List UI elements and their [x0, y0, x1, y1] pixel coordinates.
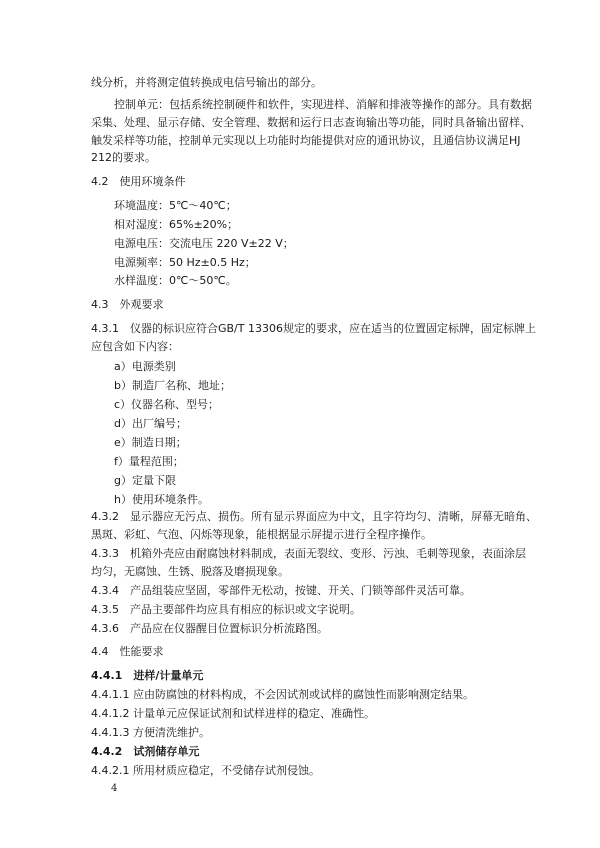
page-number: 4: [111, 783, 118, 794]
condition-line: 环境温度：5℃～40℃；: [114, 199, 237, 212]
clause-line: 黑斑、彩虹、气泡、闪烁等现象，能根据显示屏提示进行全程序操作。: [91, 528, 432, 541]
clause-line: 应包含如下内容：: [91, 340, 179, 353]
clause-line: 4.3.4 产品组装应坚固，零部件无松动，按键、开关、门锁等部件灵活可靠。: [91, 584, 471, 597]
section-heading: 4.2 使用环境条件: [91, 175, 186, 188]
clause-line: 4.3.1 仪器的标识应符合GB/T 13306规定的要求，应在适当的位置固定标牌，固定标牌上: [91, 322, 536, 335]
condition-line: 电源频率：50 Hz±0.5 Hz；: [114, 256, 256, 269]
clause-line: 4.3.6 产品应在仪器醒目位置标识分析流路图。: [91, 622, 328, 635]
list-item: d）出厂编号；: [114, 417, 187, 430]
condition-line: 电源电压：交流电压 220 V±22 V；: [114, 237, 294, 250]
paragraph-line: 控制单元：包括系统控制硬件和软件，实现进样、消解和排液等操作的部分。具有数据: [114, 98, 532, 111]
list-item: h）使用环境条件。: [114, 493, 209, 506]
clause-line: 均匀，无腐蚀、生锈、脱落及磨损现象。: [91, 565, 289, 578]
condition-line: 水样温度：0℃～50℃。: [114, 274, 237, 287]
list-item: a）电源类别: [114, 360, 176, 373]
paragraph-line: 212的要求。: [91, 151, 156, 164]
paragraph-line: 采集、处理、显示存储、安全管理、数据和运行日志查询输出等功能，同时具备输出留样、: [91, 116, 531, 129]
list-item: c）仪器名称、型号；: [114, 398, 220, 411]
clause-line: 4.4.1.1 应由防腐蚀的材料构成，不会因试剂或试样的腐蚀性而影响测定结果。: [91, 688, 474, 701]
clause-line: 4.4.1.2 计量单元应保证试剂和试样进样的稳定、准确性。: [91, 707, 375, 720]
clause-line: 4.4.2.1 所用材质应稳定，不受储存试剂侵蚀。: [91, 764, 320, 777]
list-item: f）量程范围；: [114, 455, 184, 468]
condition-line: 相对湿度：65%±20%；: [114, 218, 239, 231]
clause-line: 4.3.2 显示器应无污点、损伤。所有显示界面应为中文，且字符均匀、清晰，屏幕无暗角、: [91, 510, 537, 523]
clause-line: 4.4.1.3 方便清洗维护。: [91, 726, 210, 739]
list-item: b）制造厂名称、地址；: [114, 379, 231, 392]
subsection-heading: 4.4.1 进样/计量单元: [91, 669, 204, 682]
list-item: g）定量下限: [114, 474, 176, 487]
section-heading: 4.4 性能要求: [91, 645, 164, 658]
clause-line: 4.3.5 产品主要部件均应具有相应的标识或文字说明。: [91, 603, 361, 616]
subsection-heading: 4.4.2 试剂储存单元: [91, 745, 200, 758]
paragraph-line: 触发采样等功能，控制单元实现以上功能时均能提供对应的通讯协议，且通信协议满足HJ: [91, 134, 521, 147]
section-heading: 4.3 外观要求: [91, 298, 164, 311]
paragraph-line: 线分析，并将测定值转换成电信号输出的部分。: [91, 76, 322, 89]
list-item: e）制造日期；: [114, 436, 187, 449]
clause-line: 4.3.3 机箱外壳应由耐腐蚀材料制成，表面无裂纹、变形、污浊、毛刺等现象，表面涂层: [91, 547, 526, 560]
